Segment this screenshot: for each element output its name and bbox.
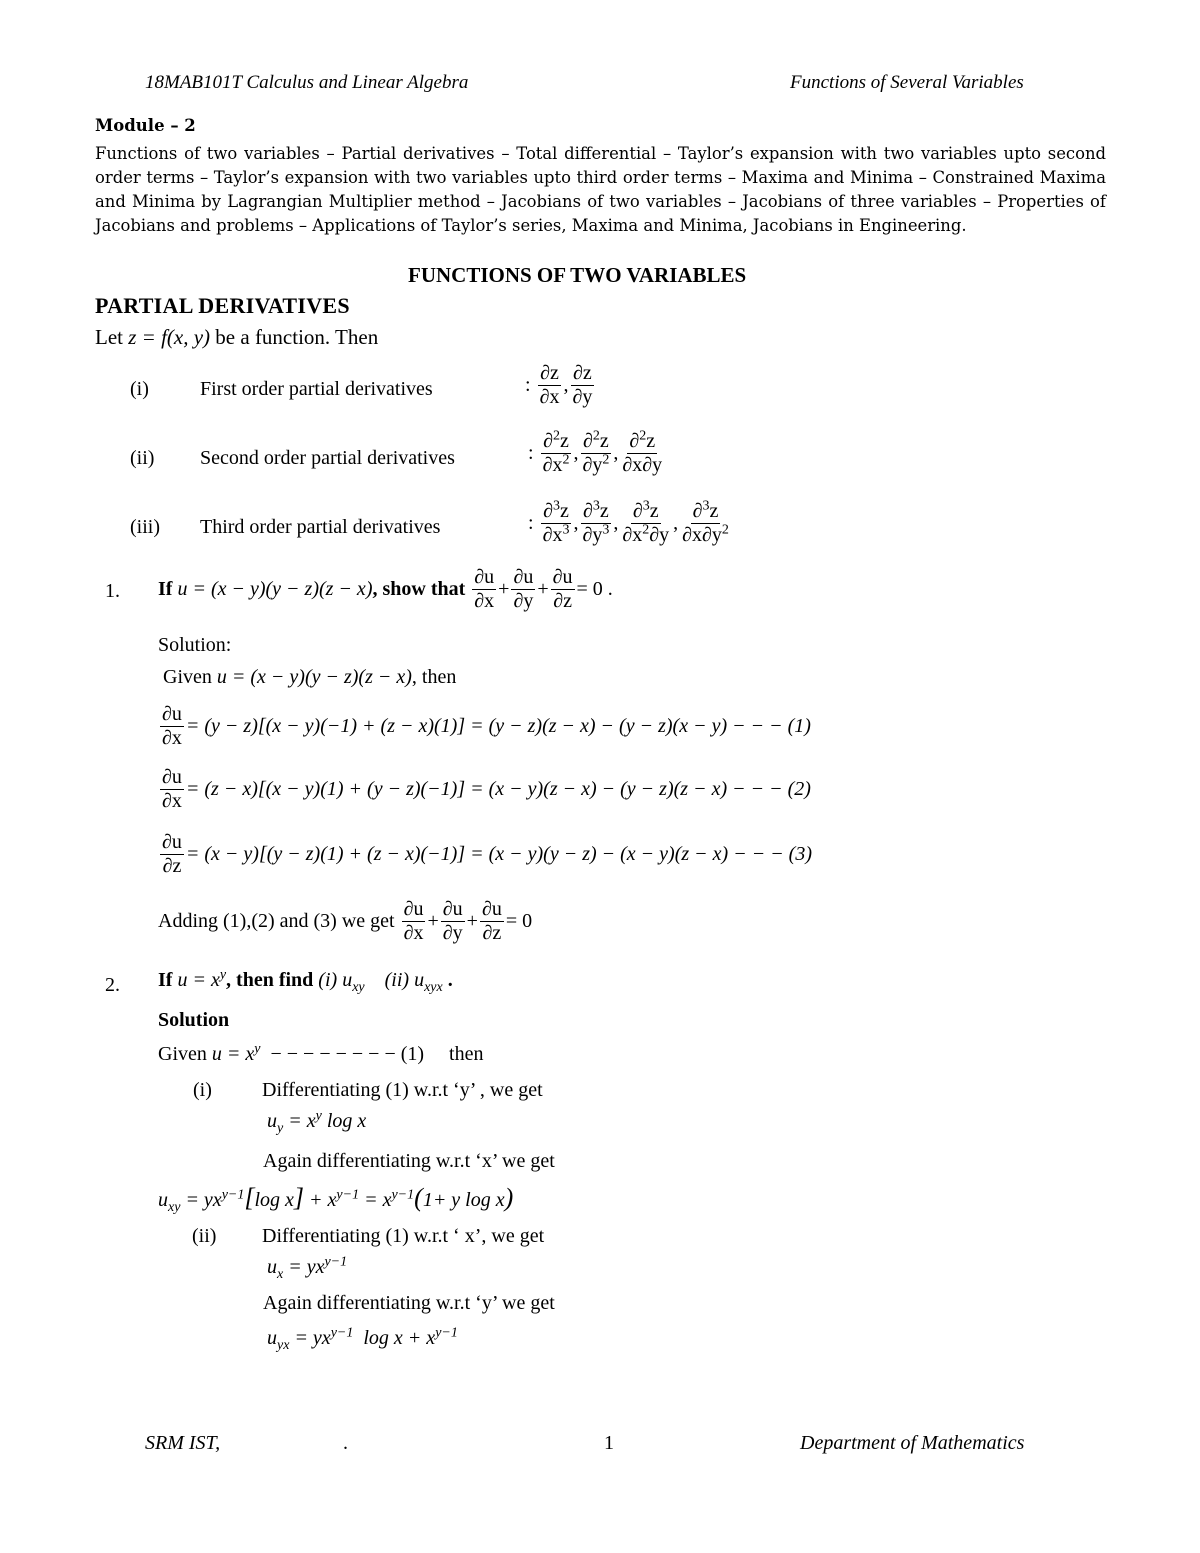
equation-2-rhs: = (z − x)[(x − y)(1) + (y − z)(−1)] = (x − y)(z − x) − (y − z)(z − x) − − − (2)	[185, 778, 811, 800]
uyx-log: log x +	[363, 1327, 422, 1349]
intro-line	[95, 325, 378, 350]
problem-1-statement: If u = (x − y)(y − z)(z − x) , show that $\frac{\partial u}{\partial x}$ + $\frac{\partial u}{\partial y}$ + $\frac{\partial u}{\partial z}$ = 0 .	[158, 566, 613, 612]
order-3-derivatives: : $\frac{\partial^3z}{\partial x^3}$ , $\frac{\partial^3z}{\partial y^3}$ , $\frac{\partial^3z}{\partial x^2\partial y}$ , $\frac{\partial^3z}{\partial x\partial y^2}$	[528, 498, 729, 546]
problem-2-given: Given	[158, 1043, 207, 1065]
problem-1-u-definition: u = (x − y)(y − z)(z − x)	[177, 578, 373, 600]
problem-2-number: 2.	[105, 974, 120, 996]
again-y-text: Again differentiating w.r.t ‘y’ we get	[263, 1292, 555, 1314]
problem-1-number: 1.	[105, 580, 120, 602]
given-then: , then	[411, 666, 457, 688]
footer-institution: SRM IST,	[145, 1432, 221, 1454]
order-3-label: Third order partial derivatives	[200, 516, 441, 538]
problem-2-ii: (ii)	[384, 969, 410, 991]
problem-2-dot: .	[447, 969, 453, 991]
footer-department: Department of Mathematics	[800, 1432, 1025, 1454]
problem-2-then: then	[449, 1043, 484, 1065]
step-i-text: Differentiating (1) w.r.t ‘y’ , we get	[262, 1079, 543, 1101]
order-2-label: Second order partial derivatives	[200, 447, 455, 469]
problem-2-i: (i)	[318, 969, 338, 991]
order-2-derivatives: : $\frac{\partial^2z}{\partial x^2}$ , $\frac{\partial^2z}{\partial y^2}$ , $\frac{\partial^2z}{\partial x\partial y}$	[528, 428, 663, 476]
problem-2-solution-label: Solution	[158, 1009, 230, 1031]
page-number: 1	[604, 1432, 614, 1454]
adding-line: Adding (1),(2) and (3) we get $\frac{\partial u}{\partial x}$ + $\frac{\partial u}{\partial y}$ + $\frac{\partial u}{\partial z}$ = 0	[158, 898, 533, 944]
intro-let: Let	[95, 325, 123, 349]
header-chapter-title: Functions of Several Variables	[790, 72, 1024, 93]
step-ii-text: Differentiating (1) w.r.t ‘ x’, we get	[262, 1225, 545, 1247]
ux-equation: $u_x = yx^{y-1}$	[267, 1254, 348, 1282]
equation-1-rhs: = (y − z)[(x − y)(−1) + (z − x)(1)] = (y − z)(z − x) − (y − z)(x − y) − − − (1)	[185, 715, 811, 737]
footer-dot: .	[343, 1432, 348, 1454]
problem-1-show-that: , show that	[372, 578, 466, 600]
uy-rhs: log x	[326, 1110, 367, 1132]
adding-text: Adding (1),(2) and (3) we get	[158, 910, 395, 932]
problem-1-result: = 0 .	[576, 578, 613, 600]
adding-result: = 0	[505, 910, 533, 932]
step-ii-number: (ii)	[192, 1225, 217, 1247]
module-syllabus: Functions of two variables – Partial derivatives – Total differential – Taylor’s expansion with two variables upto second order terms – Taylor’s expansion with two variables upto third order terms – Maxima and Minima – Constrained Maxima and Minima by Lagrangian Multiplier method – Jacobians of two variables – Jacobians of three variables – Properties of Jacobians and problems – Applications of Taylor’s series, Maxima and Minima, Jacobians in Engineering.	[95, 144, 1106, 235]
problem-1-if: If	[158, 578, 173, 600]
uyx-equation: $u_{yx} = yx^{y-1}$ $\log x + x^{y-1}$	[267, 1325, 458, 1353]
order-1-label: First order partial derivatives	[200, 378, 433, 400]
problem-1-given-line	[163, 666, 456, 689]
module-title: Module – 2	[95, 116, 196, 135]
uy-equation: $u_y = x^y$ log x	[267, 1108, 367, 1136]
order-1-number: (i)	[130, 378, 149, 400]
order-3-number: (iii)	[130, 516, 160, 538]
problem-2-then-find: , then find	[226, 969, 314, 991]
problem-2-statement: If $u = x^y$, then find (i) $u_{xy}$ (ii) $u_{xyx}$ .	[158, 967, 453, 995]
problem-1-solution-label: Solution:	[158, 634, 232, 656]
intro-rest: be a function. Then	[215, 325, 379, 349]
equation-1: $\frac{\partial u}{\partial x}$ = (y − z)[(x − y)(−1) + (z − x)(1)] = (y − z)(z − x) − (y − z)(x − y) − − − (1)	[162, 703, 811, 749]
problem-2-if: If	[158, 969, 173, 991]
again-x-text: Again differentiating w.r.t ‘x’ we get	[263, 1150, 555, 1172]
header-course-title: 18MAB101T Calculus and Linear Algebra	[145, 72, 469, 93]
subsection-title: PARTIAL DERIVATIVES	[95, 293, 350, 318]
problem-2-dashes: − − − − − − − − (1)	[270, 1043, 425, 1065]
order-1-derivatives: : $\frac{\partial z}{\partial x}$ , $\frac{\partial z}{\partial y}$	[525, 362, 593, 408]
intro-function: z = f(x, y)	[128, 325, 211, 349]
given-word: Given	[163, 666, 212, 688]
equation-2: $\frac{\partial u}{\partial x}$ = (z − x)[(x − y)(1) + (y − z)(−1)] = (x − y)(z − x) − (y − z)(z − x) − − − (2)	[162, 766, 811, 812]
section-title: FUNCTIONS OF TWO VARIABLES	[408, 263, 747, 287]
equation-3-rhs: = (x − y)[(y − z)(1) + (z − x)(−1)] = (x − y)(y − z) − (x − y)(z − x) − − − (3)	[185, 843, 813, 865]
given-u: u = (x − y)(y − z)(z − x)	[216, 666, 412, 688]
step-i-number: (i)	[193, 1079, 212, 1101]
uxy-equation: $u_{xy} = yx^{y-1}[\log$ $x] + x^{y-1} = x^{y-1}(1+ y$ log x)	[158, 1183, 514, 1215]
equation-3: $\frac{\partial u}{\partial z}$ = (x − y)[(y − z)(1) + (z − x)(−1)] = (x − y)(y − z) − (x − y)(z − x) − − − (3)	[162, 831, 813, 877]
problem-2-given-line: Given $u = x^y$ − − − − − − − − (1) then	[158, 1041, 484, 1065]
order-2-number: (ii)	[130, 447, 155, 469]
